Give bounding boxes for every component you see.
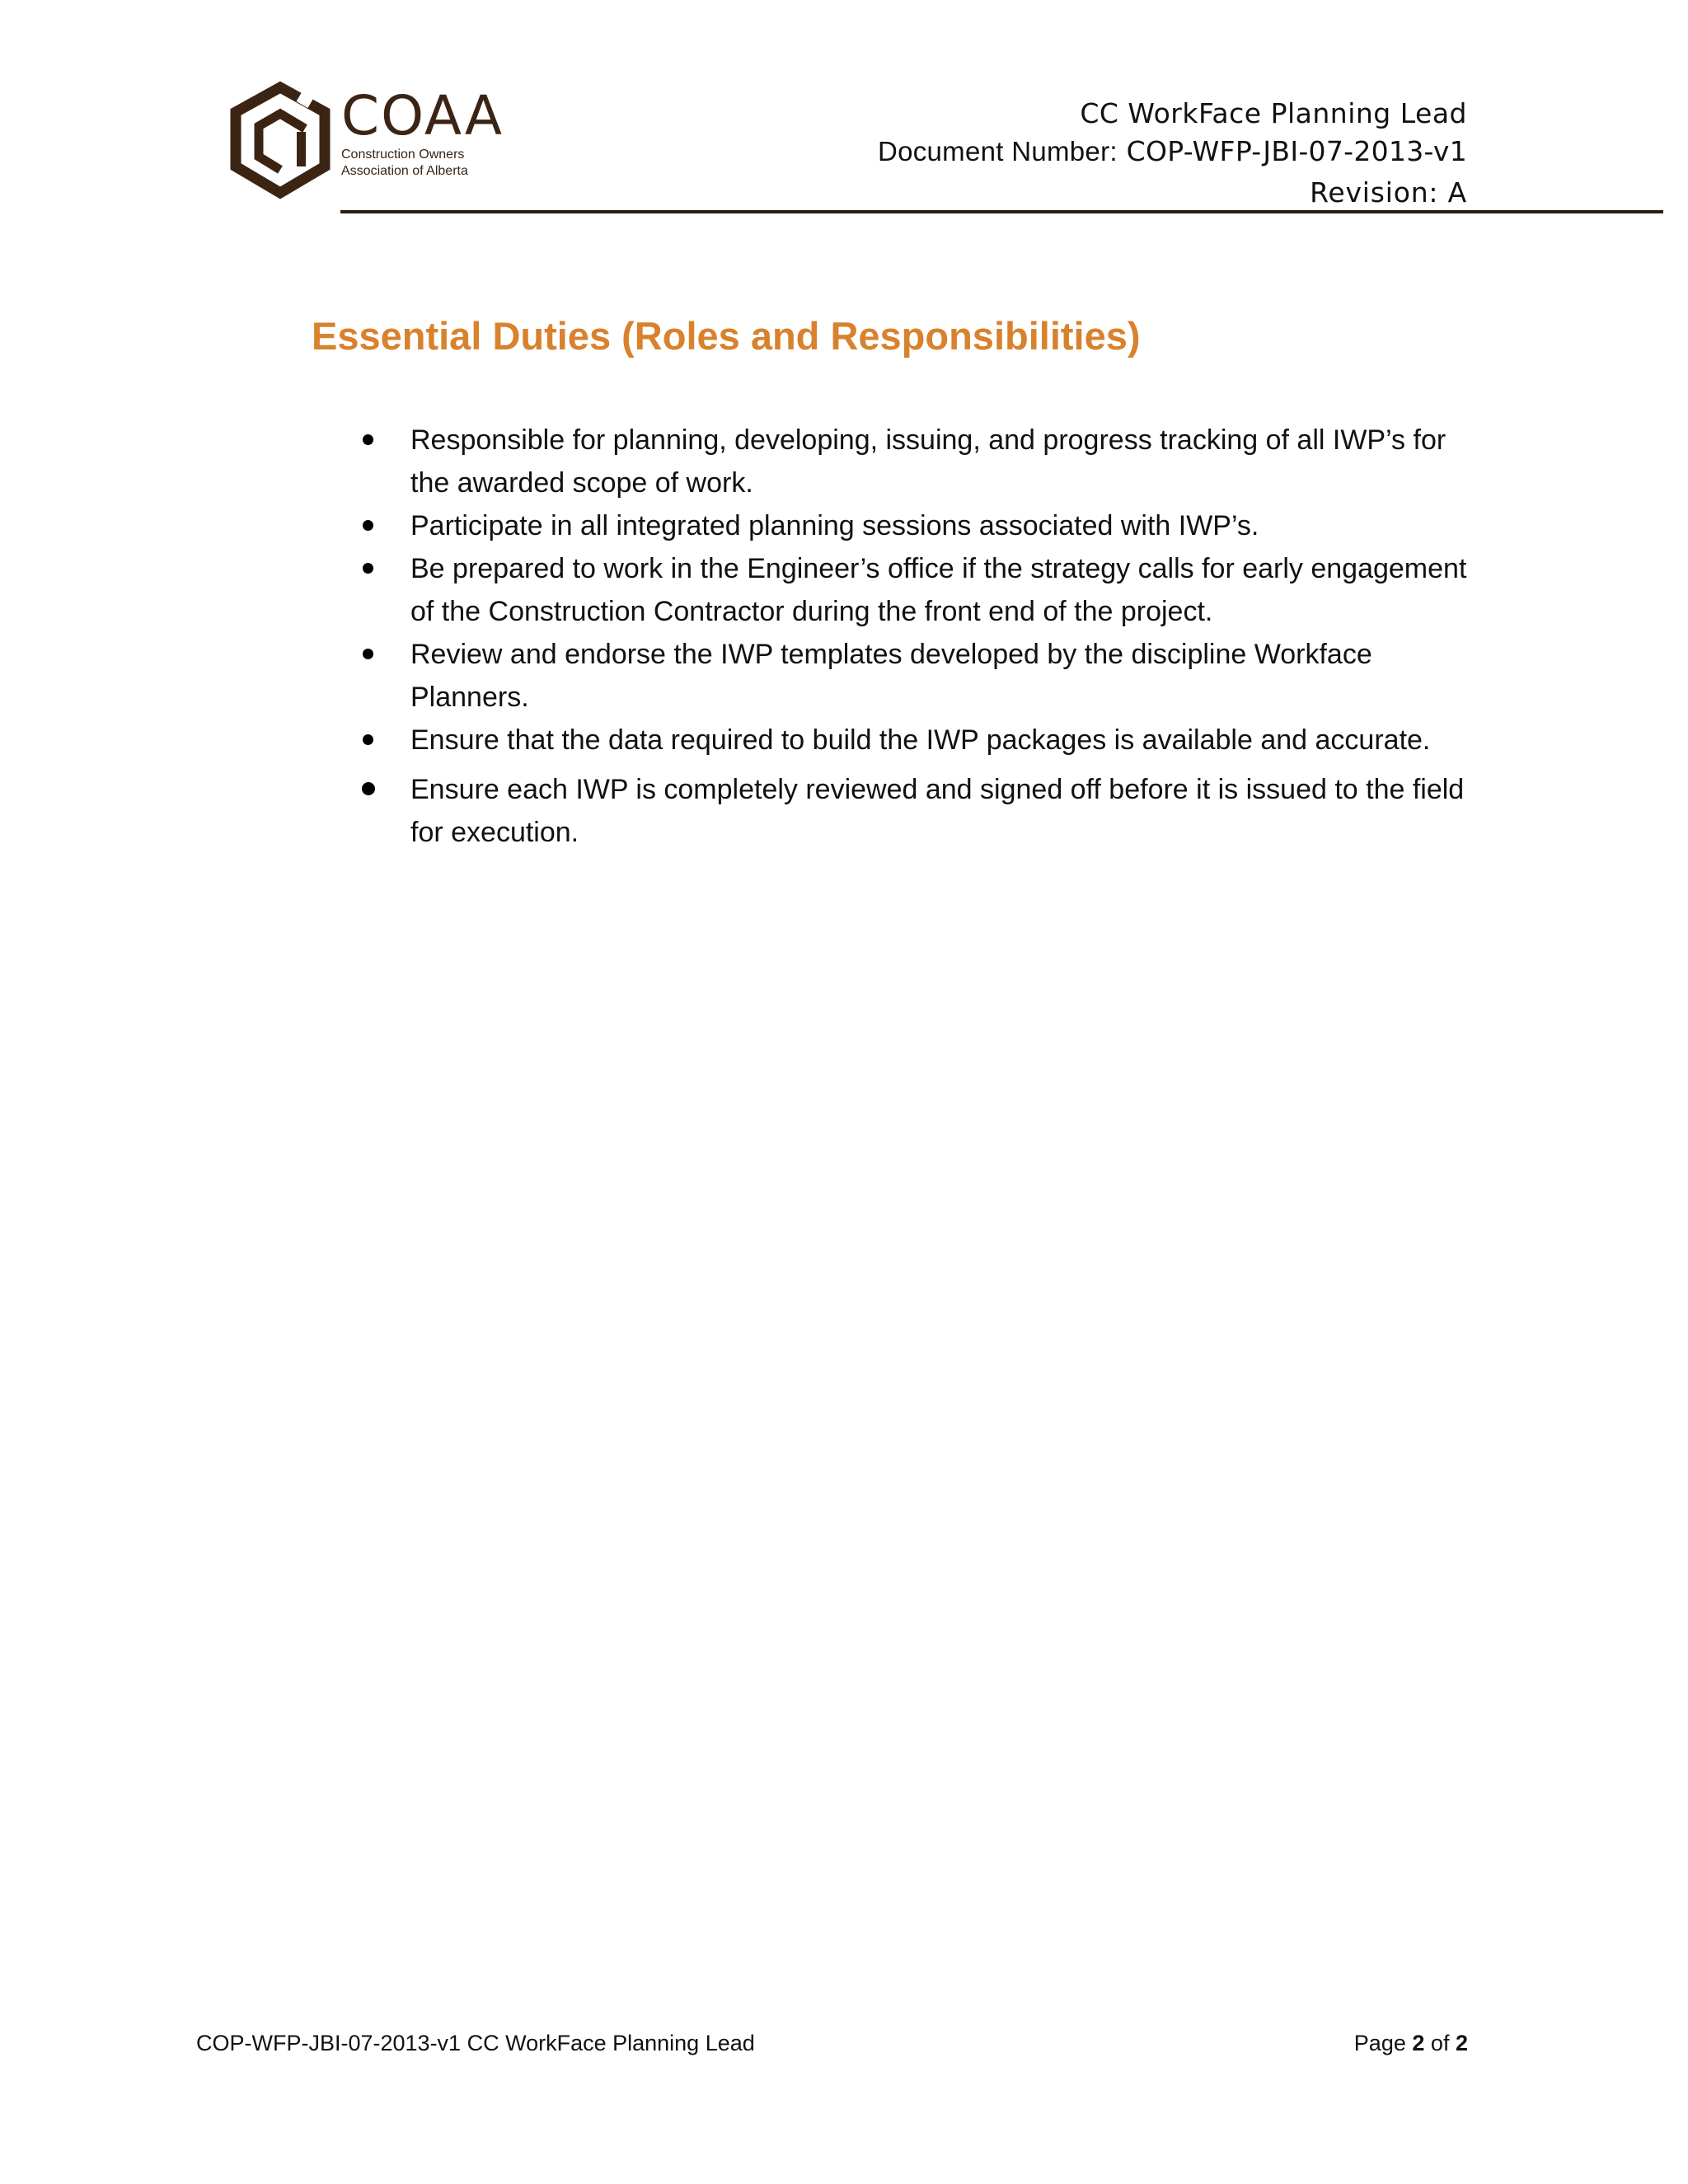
document-title: CC WorkFace Planning Lead (1080, 97, 1467, 129)
coaa-logo (227, 81, 504, 201)
list-item-text: Be prepared to work in the Engineer’s office if the strategy calls for early engagement of the Construction Contractor during the front end of the project. (410, 553, 1467, 627)
hexagon-logo-icon (227, 81, 333, 201)
bullet-icon (363, 520, 373, 531)
page-of: of (1430, 2031, 1450, 2055)
footer-document-reference: COP-WFP-JBI-07-2013-v1 CC WorkFace Planning Lead (196, 2031, 755, 2055)
logo-wordmark: COAA (341, 84, 504, 148)
list-item (354, 547, 1484, 633)
footer-page-number (1354, 2028, 1468, 2058)
document-number-label: Document Number: (877, 136, 1118, 166)
document-number: COP-WFP-JBI-07-2013-v1 (1126, 135, 1467, 167)
list-item-text: Responsible for planning, developing, issuing, and progress tracking of all IWP’s for the awarded scope of work. (410, 424, 1447, 499)
document-revision: Revision: A (1310, 176, 1467, 209)
list-item (354, 504, 1484, 547)
page-current: 2 (1412, 2031, 1425, 2055)
list-item-text: Ensure that the data required to build the IWP packages is available and accurate. (410, 724, 1431, 756)
bullet-icon (363, 649, 373, 659)
logo-subtitle-line1: Construction Owners (341, 148, 465, 162)
list-item-text: Participate in all integrated planning sessions associated with IWP’s. (410, 510, 1259, 541)
list-item-text: Ensure each IWP is completely reviewed and signed off before it is issued to the field for execution. (410, 774, 1465, 848)
bullet-icon (363, 734, 373, 745)
list-item (354, 633, 1484, 719)
logo-subtitle-line2: Association of Alberta (341, 164, 468, 178)
list-item (354, 419, 1484, 504)
list-item (354, 719, 1484, 762)
list-item (354, 768, 1484, 854)
document-header-info (878, 95, 1467, 212)
bullet-icon (362, 782, 375, 795)
bullet-icon (363, 563, 373, 574)
section-heading: Essential Duties (Roles and Responsibilities) (312, 314, 1141, 358)
list-item-text: Review and endorse the IWP templates developed by the discipline Workface Planners. (410, 639, 1372, 713)
page-word: Page (1353, 2031, 1406, 2055)
document-number-line (878, 133, 1467, 171)
logo-text (341, 84, 504, 180)
header-divider (340, 210, 1663, 213)
bullet-icon (363, 434, 373, 445)
duties-list (354, 419, 1484, 854)
page-total: 2 (1455, 2031, 1468, 2055)
